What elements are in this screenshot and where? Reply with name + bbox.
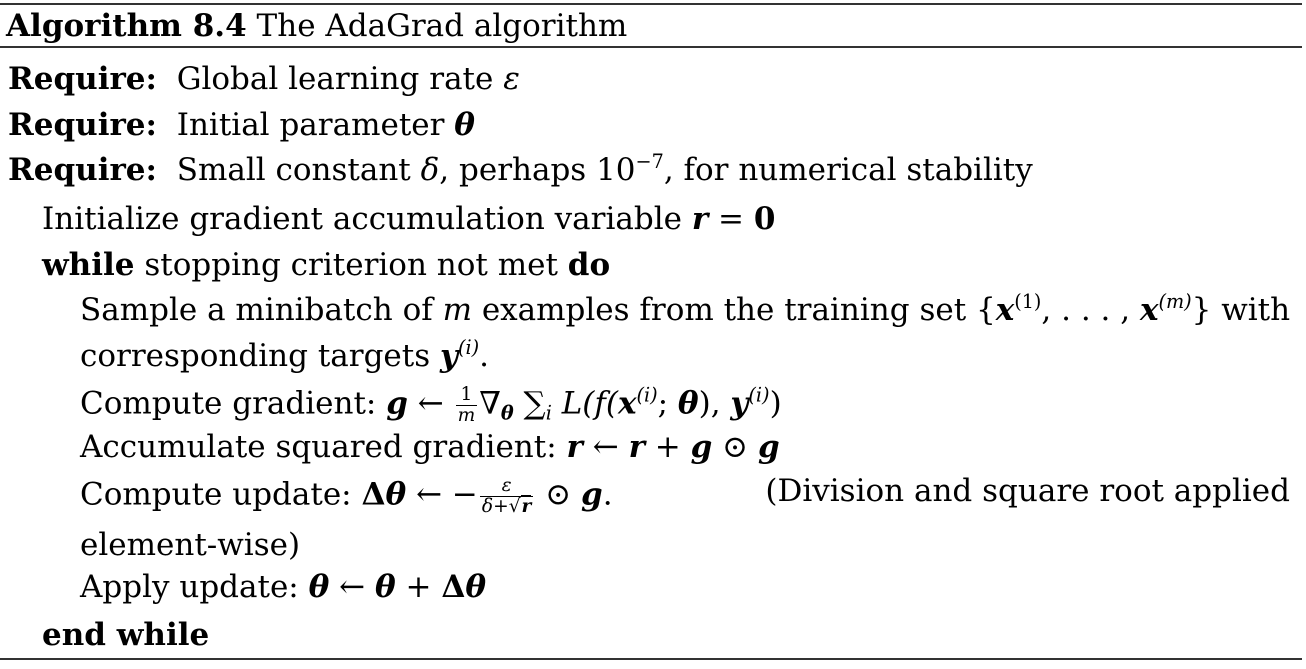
math-theta: θ (374, 569, 396, 605)
algorithm-header (6, 8, 628, 44)
math-L: L (551, 385, 583, 422)
require-keyword: Require: (8, 152, 157, 188)
math-r: r (628, 429, 645, 465)
math-sep: ; (657, 385, 678, 422)
require-line-1 (8, 61, 520, 97)
require-line-3 (8, 150, 1033, 188)
require-text: , perhaps 10 (439, 152, 636, 188)
algorithm-title: The AdaGrad algorithm (256, 8, 628, 44)
math-g: g (386, 385, 408, 422)
math-y: y (730, 385, 749, 422)
superscript: (m) (1158, 290, 1192, 314)
superscript: (i) (458, 336, 480, 360)
init-line (42, 201, 776, 237)
math-odot: ⊙ (712, 429, 758, 465)
math-period: . (602, 476, 613, 513)
superscript: (i) (748, 383, 770, 407)
subscript: i (545, 401, 552, 425)
math-odot: ⊙ (535, 476, 582, 513)
superscript: (i) (636, 383, 658, 407)
math-delta: Δ (361, 476, 386, 513)
math-theta: θ (465, 569, 487, 605)
fraction-denominator: m (457, 404, 476, 426)
math-arrow: ← (329, 569, 375, 605)
math-g: g (757, 429, 780, 465)
step-text: Sample a minibatch of (80, 292, 443, 328)
math-r: r (566, 429, 583, 465)
update-comment-line-2 (80, 527, 301, 563)
require-text: Small constant (176, 152, 421, 188)
require-keyword: Require: (8, 107, 157, 143)
math-theta: θ (677, 385, 699, 422)
math-r: r (691, 201, 709, 237)
subscript: θ (500, 401, 514, 425)
step-text: . (479, 338, 489, 374)
math-close: ) (769, 385, 782, 422)
exponent: −7 (635, 150, 664, 174)
update-comment-continued: element-wise) (80, 527, 301, 563)
algorithm-label: Algorithm 8.4 (6, 8, 247, 44)
math-arrow: ← − (406, 476, 478, 513)
accumulate-line (80, 429, 780, 465)
gradient-line (80, 385, 782, 425)
require-keyword: Require: (8, 61, 157, 97)
step-text: corresponding targets (80, 338, 440, 374)
step-text: } with (1191, 292, 1291, 328)
sum-symbol: ∑ (513, 385, 546, 422)
denominator-delta: δ+ (481, 495, 509, 517)
require-text: Initial parameter (176, 107, 455, 143)
fraction (456, 385, 478, 425)
step-text: examples from the training set { (471, 292, 996, 328)
math-zero: 0 (753, 201, 776, 237)
bottom-rule (0, 658, 1302, 660)
math-x: x (1139, 292, 1159, 328)
sqrt-radicand: r (521, 495, 532, 517)
math-theta: θ (385, 476, 407, 513)
while-line (42, 247, 611, 283)
math-theta: θ (308, 569, 330, 605)
step-text: Apply update: (80, 569, 309, 605)
do-keyword: do (567, 247, 611, 283)
fraction (480, 476, 533, 516)
math-f: (f( (582, 385, 618, 422)
fraction-numerator: ε (480, 476, 533, 497)
math-sep: ), (698, 385, 731, 422)
step-text: Compute update: (80, 476, 362, 513)
math-g: g (581, 476, 603, 513)
math-plus: + (395, 569, 442, 605)
math-eq: = (708, 201, 754, 237)
sample-line-1 (80, 290, 1291, 328)
fraction-numerator: 1 (456, 385, 478, 406)
sample-line-2 (80, 336, 489, 374)
require-math: θ (454, 107, 475, 143)
math-delta: Δ (441, 569, 466, 605)
step-text: Initialize gradient accumulation variable (42, 201, 692, 237)
math-y: y (439, 338, 458, 374)
require-text: Global learning rate (176, 61, 504, 97)
math-arrow: ← (407, 385, 454, 422)
delta-symbol: δ (420, 152, 440, 188)
while-condition: stopping criterion not met (144, 247, 558, 283)
top-rule (0, 3, 1302, 5)
require-math: ε (503, 61, 520, 97)
end-while-keyword: end while (42, 617, 210, 653)
update-comment: (Division and square root applied (765, 473, 1290, 509)
step-text: Accumulate squared gradient: (80, 429, 567, 465)
update-line (80, 473, 1298, 517)
superscript: (1) (1014, 290, 1042, 314)
header-rule (0, 46, 1302, 48)
fraction-denominator (480, 497, 533, 517)
math-m: m (442, 292, 472, 328)
step-text: Compute gradient: (80, 385, 387, 422)
end-while-line (42, 617, 210, 653)
apply-line (80, 569, 487, 605)
math-arrow: ← (582, 429, 629, 465)
require-text: , for numerical stability (663, 152, 1033, 188)
math-dots: , . . . , (1041, 292, 1140, 328)
math-plus: + (644, 429, 691, 465)
math-x: x (617, 385, 637, 422)
while-keyword: while (42, 247, 135, 283)
sqrt-symbol: √ (508, 495, 521, 517)
nabla-symbol: ∇ (479, 385, 501, 422)
math-g: g (690, 429, 713, 465)
math-x: x (995, 292, 1015, 328)
require-line-2 (8, 107, 475, 143)
